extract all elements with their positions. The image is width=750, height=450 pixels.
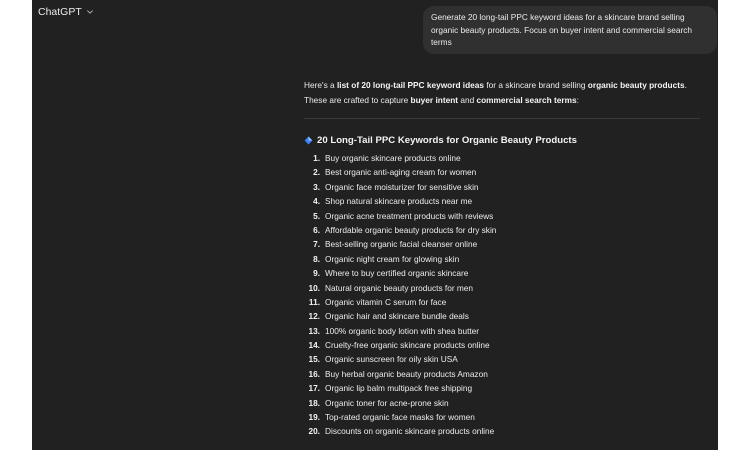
keyword-text: Buy organic skincare products online — [325, 153, 461, 163]
list-item — [298, 324, 496, 338]
list-item-number: 13. — [308, 325, 320, 336]
list-item-number: 4. — [313, 196, 320, 207]
list-item — [298, 295, 496, 309]
list-item — [298, 410, 496, 424]
list-item — [298, 281, 496, 295]
list-item-number: 2. — [313, 167, 320, 178]
keyword-text: Organic sunscreen for oily skin USA — [325, 354, 458, 365]
keyword-text: Cruelty-free organic skincare products online — [325, 340, 490, 351]
list-item-number: 14. — [308, 340, 320, 351]
list-item — [298, 424, 496, 438]
heading-text: 20 Long-Tail PPC Keywords for Organic Beauty Products — [317, 135, 577, 146]
model-selector[interactable] — [38, 6, 94, 18]
list-item — [298, 223, 496, 237]
list-item-number: 18. — [308, 397, 320, 408]
list-item-number: 8. — [313, 253, 320, 264]
chat-window — [32, 0, 718, 450]
list-item-number: 5. — [313, 210, 320, 221]
intro-bold-text: buyer intent — [410, 94, 459, 105]
list-item-number: 12. — [308, 311, 320, 322]
keyword-text: Natural organic beauty products for men — [325, 282, 474, 293]
intro-text: and — [458, 94, 477, 105]
user-message-bubble: Generate 20 long-tail PPC keyword ideas for a skincare brand selling organic beauty products. Focus on buyer intent and commercial search terms — [423, 6, 717, 54]
list-item-number: 16. — [308, 368, 320, 379]
keyword-text: 100% organic body lotion with shea butter — [325, 325, 480, 336]
keyword-text: Top-rated organic face masks for women — [325, 412, 475, 423]
list-item-number: 1. — [313, 153, 320, 163]
list-item-number: 15. — [308, 354, 320, 365]
response-heading — [304, 135, 577, 146]
keyword-text: Discounts on organic skincare products online — [325, 426, 495, 437]
keyword-text: Organic toner for acne-prone skin — [325, 397, 449, 408]
list-item-number: 11. — [308, 296, 320, 307]
keyword-list — [298, 151, 496, 439]
intro-text: . These are crafted to capture — [304, 80, 687, 105]
response-intro — [304, 78, 704, 107]
list-item — [298, 367, 496, 381]
keyword-text: Where to buy certified organic skincare — [325, 268, 469, 279]
intro-bold-text: list of 20 long-tail PPC keyword ideas — [336, 80, 485, 90]
list-item-number: 20. — [308, 426, 320, 437]
list-item-number: 10. — [308, 282, 320, 293]
list-item — [298, 209, 496, 223]
intro-text: : — [576, 94, 579, 105]
keyword-text: Organic face moisturizer for sensitive skin — [325, 181, 479, 192]
intro-text: Here's a — [304, 80, 337, 90]
chevron-down-icon — [86, 8, 94, 16]
list-item — [298, 352, 496, 366]
divider — [304, 118, 700, 119]
list-item — [298, 194, 496, 208]
keyword-text: Organic hair and skincare bundle deals — [325, 311, 469, 322]
list-item — [298, 381, 496, 395]
intro-bold-text: commercial search terms — [476, 94, 577, 105]
list-item — [298, 180, 496, 194]
list-item — [298, 237, 496, 251]
list-item-number: 19. — [308, 412, 320, 423]
intro-text: for a skincare brand selling — [484, 80, 588, 90]
model-name: ChatGPT — [38, 6, 82, 18]
keyword-text: Affordable organic beauty products for dry skin — [325, 224, 497, 235]
keyword-text: Buy herbal organic beauty products Amazon — [325, 368, 488, 379]
list-item — [298, 396, 496, 410]
list-item-number: 9. — [313, 268, 320, 279]
keyword-text: Organic lip balm multipack free shipping — [325, 383, 473, 394]
keyword-text: Organic acne treatment products with reviews — [325, 210, 494, 221]
list-item-number: 6. — [313, 224, 320, 235]
blue-diamond-icon — [304, 136, 313, 145]
list-item-number: 3. — [313, 181, 320, 192]
keyword-text: Best-selling organic facial cleanser online — [325, 239, 478, 250]
intro-bold-text: organic beauty products — [587, 80, 685, 90]
list-item — [298, 151, 496, 165]
list-item — [298, 266, 496, 280]
keyword-text: Shop natural skincare products near me — [325, 196, 473, 207]
list-item-number: 7. — [313, 239, 320, 250]
keyword-text: Organic vitamin C serum for face — [325, 296, 447, 307]
list-item — [298, 252, 496, 266]
keyword-text: Organic night cream for glowing skin — [325, 253, 460, 264]
keyword-text: Best organic anti-aging cream for women — [325, 167, 477, 178]
list-item-number: 17. — [308, 383, 320, 394]
list-item — [298, 338, 496, 352]
list-item — [298, 309, 496, 323]
list-item — [298, 165, 496, 179]
